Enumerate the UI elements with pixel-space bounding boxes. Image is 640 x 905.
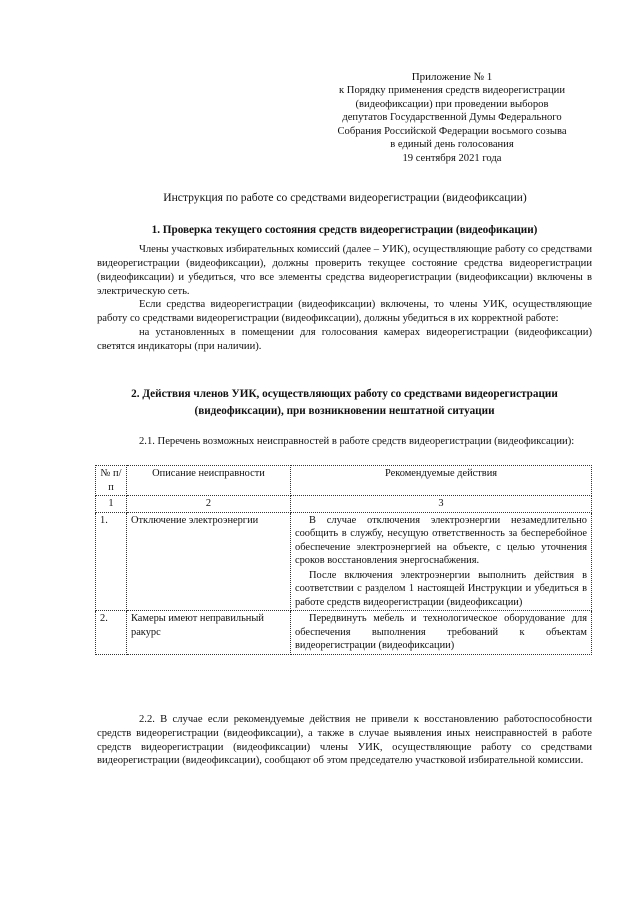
table-column-numbers-row: [96, 496, 592, 513]
section-1-paragraph: на установленных в помещении для голосования камерах видеорегистрации (видеофиксации) светятся индикаторы (при наличии).: [97, 326, 592, 352]
row-number: 1.: [96, 512, 127, 611]
section-2: [97, 386, 592, 448]
row-description: Камеры имеют неправильный ракурс: [127, 611, 291, 655]
appendix-line: к Порядку применения средств видеорегистрации: [339, 85, 565, 97]
header-description: Описание неисправности: [127, 466, 291, 496]
section-1-paragraph: Члены участковых избирательных комиссий (далее – УИК), осуществляющие работу со средствами видеорегистрации (видеофиксации), должны проверить текущее состояние средства видеорегистрации (видеофиксации) и убедиться, что все элементы средства видеорегистрации (видеофиксации) включены в электрическую сеть.: [97, 244, 592, 297]
document-title: Инструкция по работе со средствами видеорегистрации (видеофиксации): [163, 191, 527, 204]
action-text: В случае отключения электроэнергии незамедлительно сообщить в службу, несущую ответственность за бесперебойное обеспечение электроэнергией на объекте, с целью уточнения сроков восстановления энергоснабжения.: [295, 514, 587, 567]
section-1-heading: 1. Проверка текущего состояния средств видеорегистрации (видеофикации): [151, 224, 538, 236]
appendix-line: депутатов Государственной Думы Федерального: [342, 112, 562, 124]
appendix-block: [318, 70, 586, 165]
table-row: [96, 611, 592, 655]
appendix-line: (видеофиксации) при проведении выборов: [355, 98, 549, 110]
action-text: Передвинуть мебель и технологическое оборудование для обеспечения выполнения требований к объектам видеорегистрации (видеофиксации): [295, 613, 587, 652]
column-number: 1: [96, 496, 127, 513]
appendix-line: в единый день голосования: [390, 139, 514, 151]
column-number: 3: [291, 496, 592, 513]
malfunctions-table: [95, 465, 592, 655]
appendix-line: Собрания Российской Федерации восьмого созыва: [337, 125, 567, 137]
header-actions: Рекомендуемые действия: [291, 466, 592, 496]
row-number: 2.: [96, 611, 127, 655]
section-1-paragraph: Если средства видеорегистрации (видеофиксации) включены, то члены УИК, осуществляющие работу со средствами видеорегистрации (видеофиксации), должны убедиться в их корректной работе:: [97, 299, 592, 325]
appendix-line: 19 сентября 2021 года: [402, 152, 502, 164]
table-header-row: [96, 466, 592, 496]
section-2-2: [97, 713, 592, 768]
row-actions: [291, 611, 592, 655]
column-number: 2: [127, 496, 291, 513]
row-description: Отключение электроэнергии: [127, 512, 291, 611]
header-num: № п/п: [96, 466, 127, 496]
section-2-intro: 2.1. Перечень возможных неисправностей в работе средств видеорегистрации (видеофиксации):: [139, 435, 575, 447]
action-text: После включения электроэнергии выполнить действия в соответствии с разделом 1 настоящей Инструкции и убедиться в работе средств видеорегистрации (видеофиксации): [295, 569, 587, 608]
section-1: [97, 222, 592, 353]
section-2-heading: 2. Действия членов УИК, осуществляющих работу со средствами видеорегистрации (видеофиксации), при возникновении нештатной ситуации: [131, 388, 558, 418]
table-row: [96, 512, 592, 611]
appendix-title: Приложение № 1: [411, 71, 493, 83]
row-actions: [291, 512, 592, 611]
section-2-2-paragraph: 2.2. В случае если рекомендуемые действия не привели к восстановлению работоспособности средств видеорегистрации (видеофиксации), а также в случае выявления иных неисправностей в работе средств видеорегистрации (видеофиксации) члены УИК, осуществляющие работу со средствами видеорегистрации (видеофиксации), сообщают об этом председателю участковой избирательной комиссии.: [97, 714, 592, 767]
